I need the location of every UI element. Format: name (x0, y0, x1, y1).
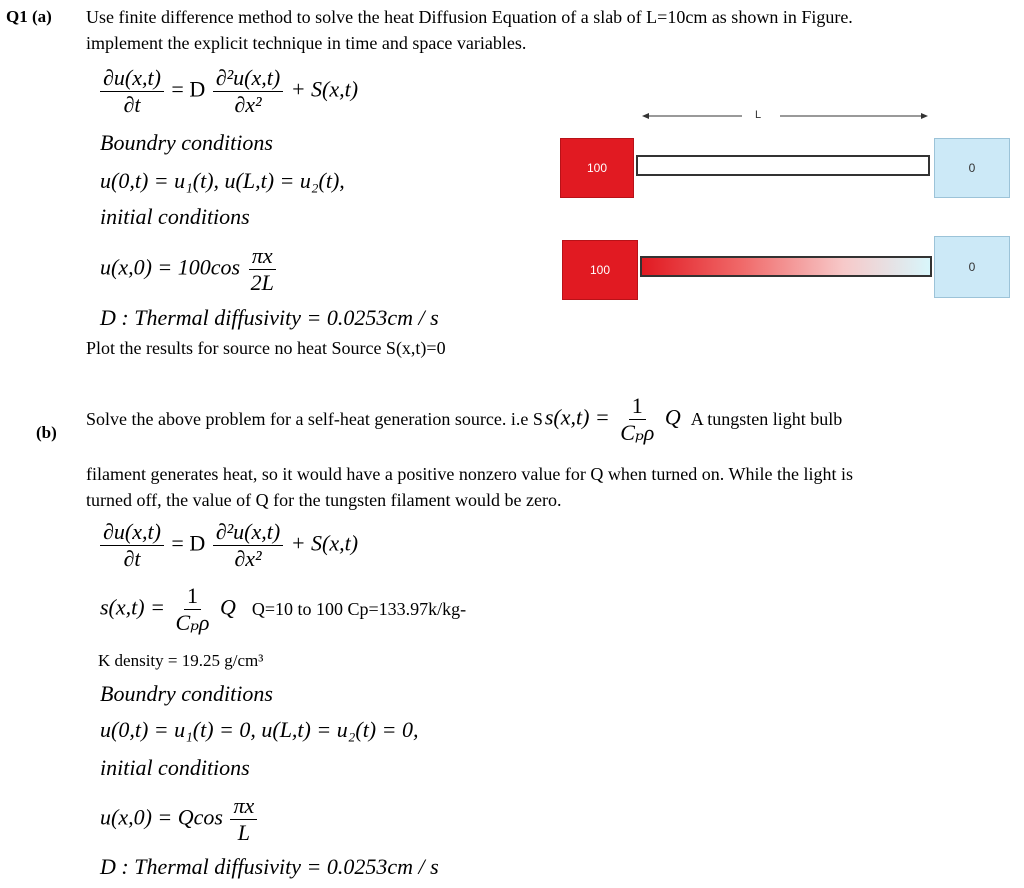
pde-b-source-term: + S(x,t) (290, 530, 359, 556)
pde-lhs-numerator: ∂u(x,t) (100, 66, 164, 92)
pde-b-lhs-numerator: ∂u(x,t) (100, 520, 164, 546)
thermal-diffusivity-b: D : Thermal diffusivity = 0.0253cm / s (100, 854, 439, 879)
cold-boundary-block-top (934, 138, 1010, 198)
ic-b-numerator: πx (230, 794, 257, 820)
diffusion-equation-a (98, 66, 358, 117)
inline-source-lhs: s(x,t) = (544, 404, 610, 430)
problem-statement-line-1: Use finite difference method to solve the heat Diffusion Equation of a slab of L=10cm as shown in Figure. (86, 7, 853, 27)
ic-numerator: πx (249, 244, 276, 270)
source-lhs: s(x,t) = (100, 594, 165, 620)
ic-b-lhs: u(x,0) = Qcos (100, 804, 223, 830)
pde-b-rhs-denominator: ∂x² (234, 546, 262, 572)
question-label-b: (b) (36, 423, 57, 442)
density-line: K density = 19.25 g/cm³ (98, 651, 264, 670)
pde-lhs-denominator: ∂t (123, 92, 141, 118)
pde-rhs-denominator: ∂x² (234, 92, 262, 118)
hot-boundary-block-bottom (562, 240, 638, 300)
part-b-intro-text: Solve the above problem for a self-heat generation source. i.e S (86, 409, 543, 430)
pde-b-rhs-numerator: ∂²u(x,t) (213, 520, 284, 546)
boundary-conditions-equation-b: u(0,t) = u₁(t) = 0, u(L,t) = u₂(t) = 0, (100, 717, 419, 742)
inline-source-q: Q (664, 404, 681, 430)
initial-conditions-heading-b: initial conditions (100, 755, 250, 780)
cold-boundary-value-bottom: 0 (968, 260, 976, 274)
diffusion-equation-b (98, 520, 358, 571)
pde-b-equals-d: = D (171, 530, 206, 556)
initial-condition-equation-a (100, 244, 279, 295)
question-label-a: Q1 (a) (6, 7, 52, 26)
pde-rhs-numerator: ∂²u(x,t) (213, 66, 284, 92)
self-heat-source-inline (545, 394, 681, 445)
inline-source-denominator: Cₚρ (620, 420, 655, 446)
boundary-conditions-equation-a: u(0,t) = u₁(t), u(L,t) = u₂(t), (100, 168, 345, 193)
cold-boundary-value-top: 0 (968, 161, 976, 175)
boundary-conditions-heading-a: Boundry conditions (100, 130, 273, 155)
pde-b-lhs-denominator: ∂t (123, 546, 141, 572)
hot-boundary-block-top (560, 138, 634, 198)
thermal-diffusivity-a: D : Thermal diffusivity = 0.0253cm / s (100, 305, 439, 330)
boundary-conditions-heading-b: Boundry conditions (100, 681, 273, 706)
hot-boundary-value-top: 100 (586, 161, 608, 175)
cold-boundary-block-bottom (934, 236, 1010, 298)
pde-source-term: + S(x,t) (290, 76, 359, 102)
slab-rod-top (636, 155, 930, 176)
part-b-line-3: turned off, the value of Q for the tungsten filament would be zero. (86, 490, 562, 510)
part-b-line-2: filament generates heat, so it would have a positive nonzero value for Q when turned on. While the light is (86, 464, 853, 484)
source-definition-row (100, 584, 466, 635)
inline-source-numerator: 1 (629, 394, 646, 420)
source-numerator: 1 (184, 584, 201, 610)
length-label: L (755, 109, 762, 121)
source-parameters: Q=10 to 100 Cp=133.97k/kg- (251, 599, 467, 620)
part-b-intro-tail: A tungsten light bulb (690, 409, 843, 430)
hot-boundary-value-bottom: 100 (589, 263, 611, 277)
ic-b-denominator: L (237, 820, 250, 846)
initial-conditions-heading-a: initial conditions (100, 204, 250, 229)
source-q: Q (219, 594, 236, 620)
source-denominator: Cₚρ (175, 610, 210, 636)
ic-denominator: 2L (250, 270, 274, 296)
part-b-intro (86, 394, 842, 445)
length-dimension-arrow (640, 108, 930, 124)
plot-note: Plot the results for source no heat Source S(x,t)=0 (86, 338, 446, 358)
problem-statement-line-2: implement the explicit technique in time and space variables. (86, 33, 527, 53)
initial-condition-equation-b (100, 794, 259, 845)
slab-rod-gradient (640, 256, 932, 277)
pde-equals-d: = D (171, 76, 206, 102)
source-definition (100, 584, 236, 635)
ic-lhs: u(x,0) = 100cos (100, 254, 241, 280)
